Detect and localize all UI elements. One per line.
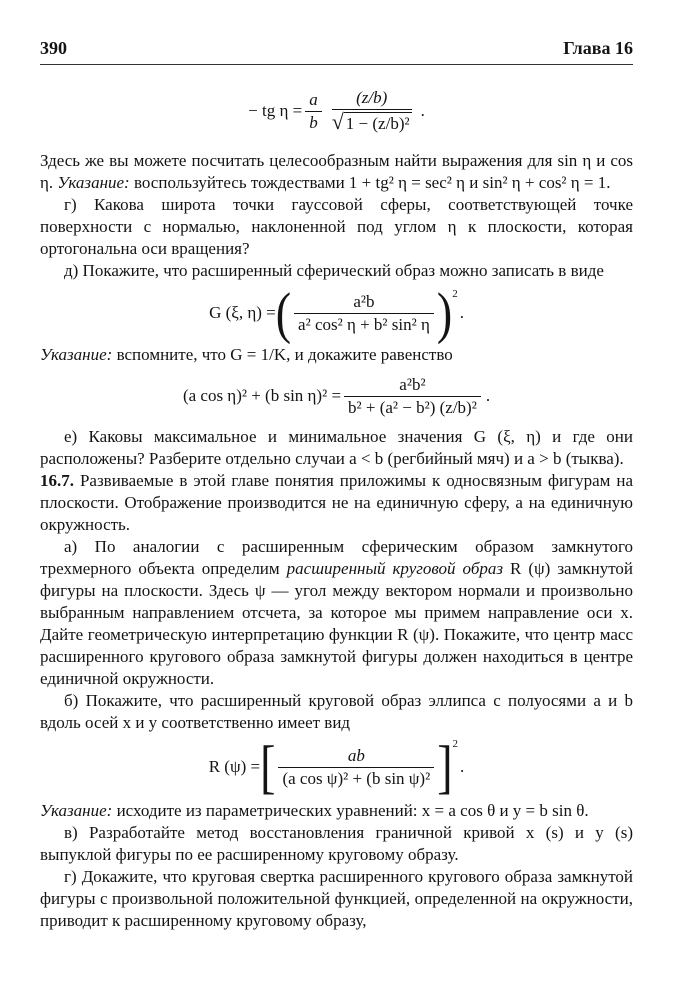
eq2-den: a² cos² η + b² sin² η (294, 313, 434, 335)
paragraph-d-show: д) Покажите, что расширенный сферический образ можно записать в виде (64, 261, 604, 280)
eq1-frac1-den: b (305, 111, 322, 133)
eq1-tail: . (420, 101, 425, 120)
equation-identity (40, 366, 633, 426)
eq1-frac2-num: (z/b) (356, 88, 388, 108)
eq4-frac (278, 746, 434, 788)
hint3-text: исходите из параметрических уравнений: x = a cos θ и y = b sin θ. (116, 801, 589, 820)
para6-start: а) По аналогии с расширенным сферическим образом замкнутого трехмерного объекта определим (40, 537, 633, 578)
hint2-label: Указание: (40, 345, 113, 364)
paragraph-1 (40, 150, 633, 194)
paragraph-v-reconstruct: в) Разработайте метод восстановления граничной кривой x (s) и y (s) выпуклой фигуры по ее расширенному круговому образу. (40, 823, 633, 864)
para6-term: расширенный круговой образ (286, 559, 504, 578)
eq4-num: ab (347, 745, 365, 765)
eq1-frac2-den (328, 109, 416, 134)
para1-hint-text: воспользуйтесь тождествами 1 + tg² η = sec² η и sin² η + cos² η = 1. (133, 173, 611, 192)
eq2-lhs: G (ξ, η) = (209, 303, 276, 322)
para1-text: Здесь же вы можете посчитать целесообразным найти выражения для sin η и cos η. (40, 151, 633, 192)
eq1-frac2 (328, 88, 416, 133)
eq4-den: (a cos ψ)² + (b sin ψ)² (278, 767, 434, 789)
para6-rest: R (ψ) замкнутой фигуры на плоскости. Здесь ψ — угол между вектором нормали и произвольно выбранным направлением отсчета, за которое мы примем направление оси x. Дайте геометрическую интерпретацию функции R (ψ). Покажите, что центр масс расширенного кругового образа замкнутой фигуры должен находиться в центре единичной окружности. (40, 559, 634, 688)
eq3-frac (344, 375, 481, 417)
paragraph-a-circular (40, 536, 633, 690)
hint-2 (40, 344, 633, 366)
eq4-tail: . (460, 757, 465, 776)
eq1-lhs: − tg η = (248, 101, 303, 120)
eq4-power: 2 (452, 738, 459, 750)
eq1-frac1 (305, 90, 322, 132)
para1-hint-label: Указание: (57, 173, 130, 192)
page-body (40, 72, 633, 932)
eq3-lhs: (a cos η)² + (b sin η)² = (182, 386, 342, 405)
page-number: 390 (40, 38, 67, 58)
left-paren-icon: ( (275, 280, 292, 345)
eq3-den: b² + (a² − b²) (z/b)² (344, 396, 481, 418)
hint-3 (40, 800, 633, 822)
paragraph-g-latitude: г) Какова широта точки гауссовой сферы, соответствующей точке поверхности с нормалью, наклоненной под углом η к плоскости, которая ортогональна оси вращения? (40, 195, 633, 258)
equation-tan-eta (40, 72, 633, 150)
header-rule (40, 64, 633, 65)
paragraph-g-convolution: г) Докажите, что круговая свертка расширенного кругового образа замкнутой фигуры с произвольной положительной функцией, определенной на окружности, приводит к расширенному круговому образу, (40, 867, 633, 930)
paragraph-e-extrema: е) Каковы максимальное и минимальное значения G (ξ, η) и где они расположены? Разберите отдельно случаи a < b (регбийный мяч) и a > b (тыква). (40, 427, 633, 468)
problem-16-7 (40, 470, 633, 536)
eq2-frac (294, 292, 434, 334)
eq3-tail: . (485, 386, 491, 405)
right-bracket-icon: ] (437, 733, 453, 800)
eq3-num: a²b² (399, 374, 426, 394)
eq1-frac1-num: a (309, 89, 318, 109)
hint3-label: Указание: (40, 801, 113, 820)
right-paren-icon: ) (436, 280, 453, 345)
chapter-title: Глава 16 (563, 38, 633, 58)
eq4-lhs: R (ψ) = (208, 757, 261, 776)
sqrt-sign-icon: √ (331, 109, 344, 134)
eq2-power: 2 (452, 288, 458, 300)
equation-G (40, 282, 633, 344)
problem-text: Развиваемые в этой главе понятия приложимы к односвязным фигурам на плоскости. Отображение производится не на единичную сферу, а на единичную окружность. (40, 471, 633, 534)
eq2-tail: . (459, 303, 464, 322)
eq1-sqrt-body: 1 − (z/b)² (345, 114, 410, 133)
left-bracket-icon: [ (260, 733, 276, 800)
equation-R (40, 734, 633, 800)
hint2-text: вспомните, что G = 1/K, и докажите равенство (116, 345, 453, 364)
paragraph-b-ellipse: б) Покажите, что расширенный круговой образ эллипса с полуосями a и b вдоль осей x и y соответственно имеет вид (40, 691, 633, 732)
eq2-num: a²b (353, 291, 375, 311)
problem-number: 16.7. (40, 471, 74, 490)
